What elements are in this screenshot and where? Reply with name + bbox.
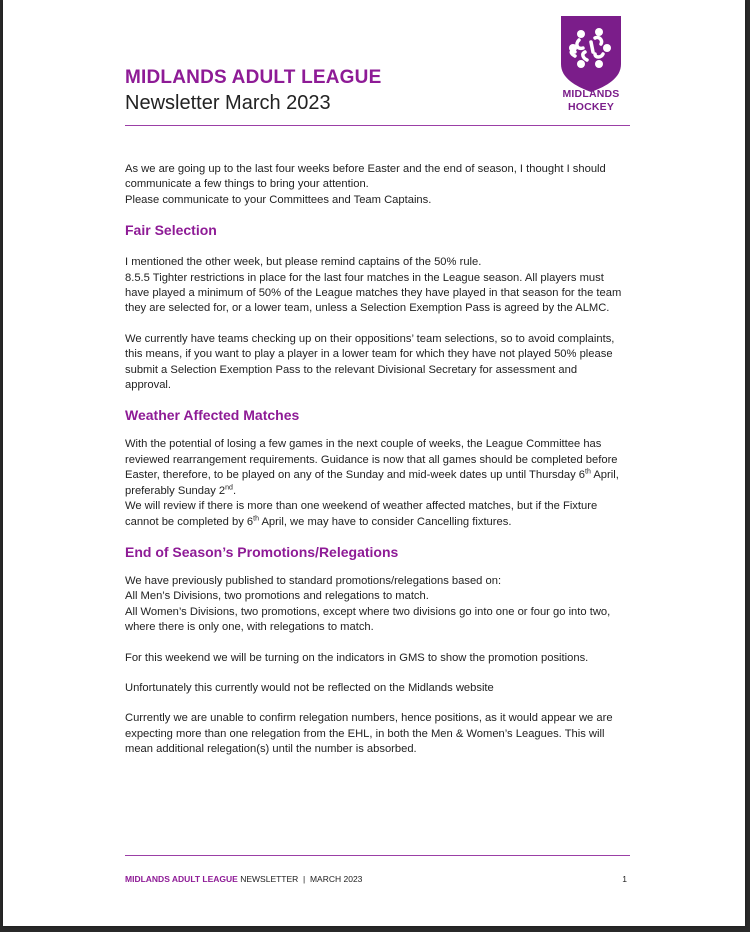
promotions-paragraph-1a: We have previously published to standard promotions/relegations based on: — [125, 574, 502, 587]
logo-text — [543, 88, 639, 114]
logo-line-1: MIDLANDS — [562, 88, 620, 100]
promotions-paragraph-1c: All Women’s Divisions, two promotions, except where two divisions go into one or four go into two, where there is only one, with relegations to match. — [125, 605, 611, 634]
weather-paragraph-2: We will review if there is more than one weekend of weather affected matches, but if the Fixture cannot be completed by 6th April, we may have to consider Cancelling fixtures. — [125, 500, 598, 528]
page-footer — [125, 874, 630, 884]
promotions-paragraph-3: Unfortunately this currently would not be reflected on the Midlands website — [125, 681, 494, 694]
promotions-paragraph-4: Currently we are unable to confirm relegation numbers, hence positions, as it would appear we are expecting more than one relegation from the EHL, in both the Men & Women’s Leagues. This will mean additional relegation(s) until the number is absorbed. — [125, 712, 613, 756]
footer-text: NEWSLETTER | MARCH 2023 — [237, 874, 363, 884]
fair-selection-paragraph-2: We currently have teams checking up on their oppositions’ team selections, so to avoid complaints, this means, if you want to play a player in a lower team for which they have not played 50% please submit a Selection Exemption Pass to the relevant Divisional Secretary for assessment and approval. — [125, 332, 615, 392]
promotions-heading: End of Season’s Promotions/Relegations — [125, 543, 399, 560]
fair-selection-paragraph-1a: I mentioned the other week, but please remind captains of the 50% rule. — [125, 256, 482, 269]
weather-heading: Weather Affected Matches — [125, 407, 300, 424]
promotions-paragraph-1b: All Men’s Divisions, two promotions and relegations to match. — [125, 590, 429, 603]
promotions-paragraph-2: For this weekend we will be turning on the indicators in GMS to show the promotion positions. — [125, 651, 589, 664]
footer-divider — [125, 855, 630, 856]
intro-paragraph-1: As we are going up to the last four weeks before Easter and the end of season, I thought I should communicate a few things to bring your attention. — [125, 163, 606, 191]
weather-paragraph-1: With the potential of losing a few games in the next couple of weeks, the League Committee has reviewed rearrangement requirements. Guidance is now that all games should be completed before Easter, therefore, to be played on any of the Sunday and mid-week dates up until Thursday 6th April, preferably Sunday 2nd. — [125, 438, 619, 497]
logo-line-2: HOCKEY — [567, 101, 615, 113]
page-number: 1 — [622, 874, 627, 884]
intro-paragraph-2: Please communicate to your Committees and Team Captains. — [125, 193, 432, 206]
fair-selection-paragraph-1b: 8.5.5 Tighter restrictions in place for the last four matches in the League season. All players must have played a minimum of 50% of the League matches they have played in that season for the team they are selected for, or a lower team, unless a Selection Exemption Pass is agreed by the ALMC. — [125, 271, 622, 315]
header-divider — [125, 125, 630, 126]
footer-brand: MIDLANDS ADULT LEAGUE — [125, 874, 238, 884]
document-subtitle: Newsletter March 2023 — [125, 92, 331, 114]
document-page — [3, 0, 745, 926]
document-title: MIDLANDS ADULT LEAGUE — [125, 67, 382, 88]
fair-selection-heading: Fair Selection — [125, 222, 217, 239]
document-body — [125, 162, 625, 758]
